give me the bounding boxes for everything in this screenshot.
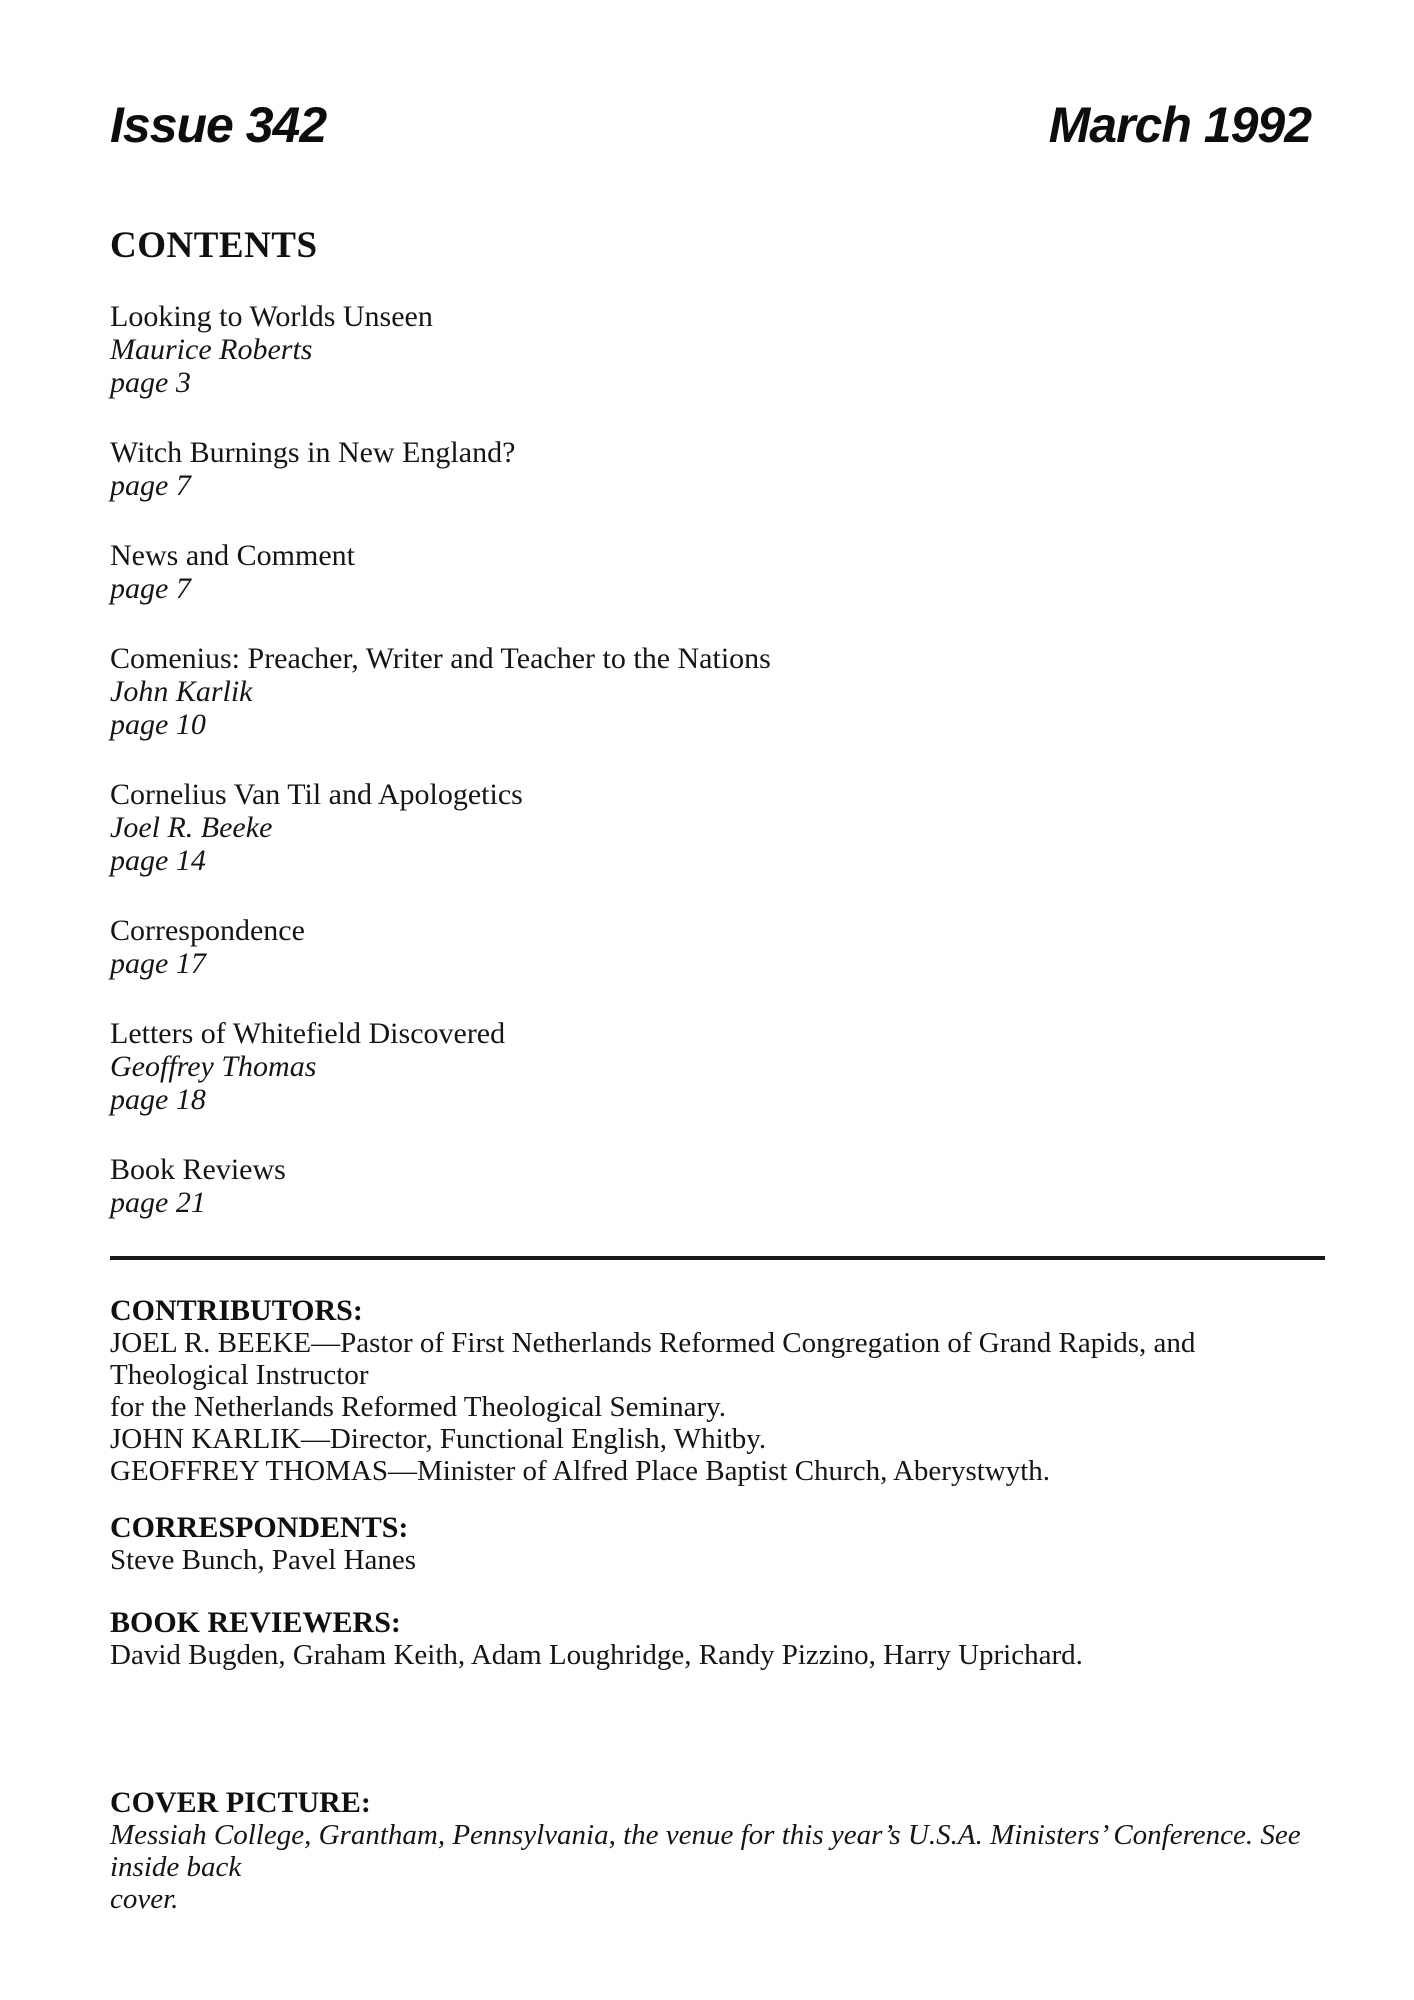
contents-heading: CONTENTS [110,225,318,266]
contributors-section [110,1295,1325,1487]
article-page: page 14 [110,844,206,877]
correspondents-section [110,1512,1325,1576]
toc-entry [110,1017,1325,1116]
toc-entry [110,1153,1325,1219]
cover-picture-line: cover. [110,1883,179,1915]
correspondent-line: Steve Bunch, Pavel Hanes [110,1544,417,1576]
article-author: John Karlik [110,675,253,708]
contributor-line: for the Netherlands Reformed Theological Seminary. [110,1391,727,1423]
article-title: News and Comment [110,539,355,572]
article-title: Comenius: Preacher, Writer and Teacher to the Nations [110,642,771,675]
book-reviewers-section [110,1607,1325,1671]
article-title: Letters of Whitefield Discovered [110,1017,506,1050]
masthead [110,97,1325,153]
contributors-heading: CONTRIBUTORS: [110,1294,363,1327]
book-reviewers-heading: BOOK REVIEWERS: [110,1606,401,1639]
article-author: Geoffrey Thomas [110,1050,317,1083]
cover-picture-section [110,1787,1325,1915]
article-page: page 7 [110,572,191,605]
article-title: Looking to Worlds Unseen [110,300,433,333]
article-page: page 7 [110,469,191,502]
article-title: Cornelius Van Til and Apologetics [110,778,523,811]
contributor-line: JOHN KARLIK—Director, Functional English, Whitby. [110,1423,767,1455]
contributor-line: GEOFFREY THOMAS—Minister of Alfred Place Baptist Church, Aberystwyth. [110,1455,1051,1487]
cover-picture-heading: COVER PICTURE: [110,1786,371,1819]
toc-entry [110,436,1325,502]
toc-entry [110,642,1325,741]
article-title: Book Reviews [110,1153,286,1186]
issue-date: March 1992 [1048,97,1311,153]
table-of-contents [110,300,1325,1219]
article-author: Maurice Roberts [110,333,313,366]
article-page: page 21 [110,1186,206,1219]
divider-rule [110,1256,1325,1260]
article-author: Joel R. Beeke [110,811,273,844]
toc-entry [110,539,1325,605]
article-page: page 10 [110,708,206,741]
toc-entry [110,300,1325,399]
article-title: Correspondence [110,914,305,947]
issue-number: Issue 342 [110,97,327,153]
toc-entry [110,778,1325,877]
correspondents-heading: CORRESPONDENTS: [110,1511,409,1544]
article-page: page 18 [110,1083,206,1116]
contributor-line: JOEL R. BEEKE—Pastor of First Netherlands Reformed Congregation of Grand Rapids, and Theological Instructor [110,1327,1196,1391]
article-page: page 17 [110,947,206,980]
article-page: page 3 [110,366,191,399]
cover-picture-line: Messiah College, Grantham, Pennsylvania, the venue for this year’s U.S.A. Ministers’ Conference. See inside back [110,1819,1301,1883]
toc-entry [110,914,1325,980]
book-reviewer-line: David Bugden, Graham Keith, Adam Loughridge, Randy Pizzino, Harry Uprichard. [110,1639,1083,1671]
article-title: Witch Burnings in New England? [110,436,516,469]
